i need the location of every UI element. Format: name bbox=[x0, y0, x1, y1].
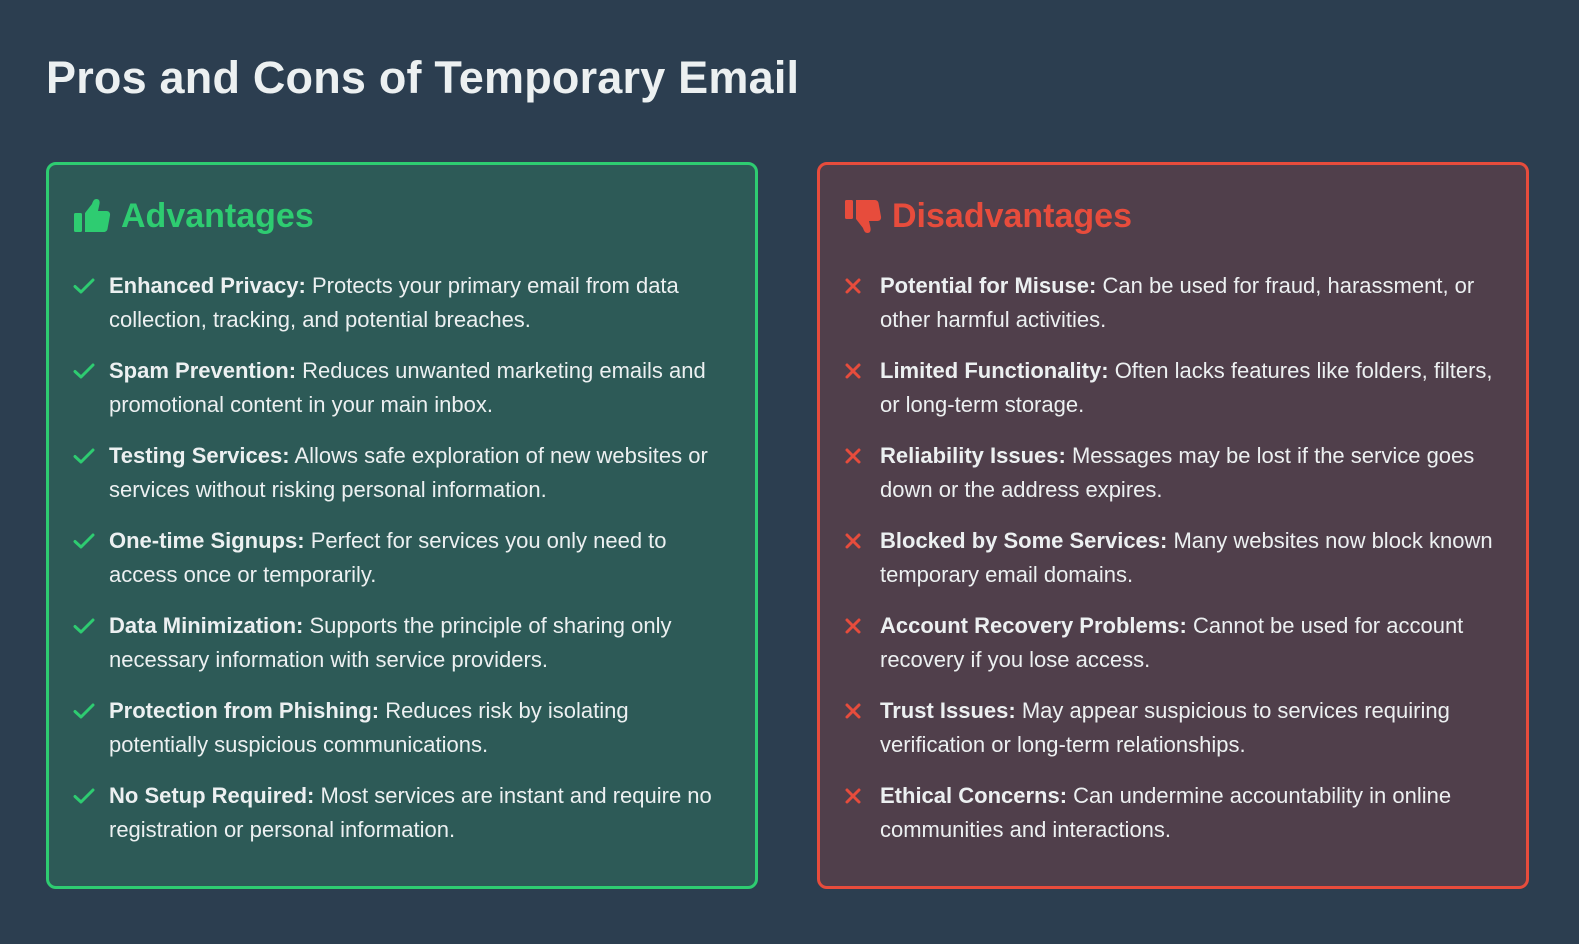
item-text bbox=[880, 439, 1500, 506]
cross-icon bbox=[844, 439, 880, 472]
item-title: Protection from Phishing: bbox=[109, 698, 380, 723]
item-text bbox=[109, 269, 729, 336]
list-item bbox=[73, 439, 729, 506]
item-description: Protects your primary email from data collection, tracking, and potential breaches. bbox=[109, 273, 679, 332]
item-text bbox=[109, 439, 729, 506]
item-description: Reduces unwanted marketing emails and promotional content in your main inbox. bbox=[109, 358, 706, 417]
list-item bbox=[73, 354, 729, 421]
item-description: Most services are instant and require no registration or personal information. bbox=[109, 783, 712, 842]
check-icon bbox=[73, 524, 109, 557]
disadvantages-card bbox=[817, 162, 1529, 889]
list-item bbox=[73, 524, 729, 591]
cross-icon bbox=[844, 269, 880, 302]
item-description: Allows safe exploration of new websites or services without risking personal information. bbox=[109, 443, 708, 502]
check-icon bbox=[73, 269, 109, 302]
list-item bbox=[844, 694, 1500, 761]
item-description: Perfect for services you only need to access once or temporarily. bbox=[109, 528, 667, 587]
item-text bbox=[880, 524, 1500, 591]
disadvantages-header bbox=[844, 195, 1500, 237]
item-text bbox=[109, 524, 729, 591]
list-item bbox=[73, 779, 729, 846]
list-item bbox=[844, 269, 1500, 336]
cross-icon bbox=[844, 524, 880, 557]
item-title: Enhanced Privacy: bbox=[109, 273, 306, 298]
item-title: Ethical Concerns: bbox=[880, 783, 1068, 808]
list-item bbox=[844, 779, 1500, 846]
check-icon bbox=[73, 609, 109, 642]
item-title: Blocked by Some Services: bbox=[880, 528, 1168, 553]
page-title: Pros and Cons of Temporary Email bbox=[46, 52, 800, 103]
list-item bbox=[844, 524, 1500, 591]
item-title: Potential for Misuse: bbox=[880, 273, 1097, 298]
item-text bbox=[109, 609, 729, 676]
item-title: Limited Functionality: bbox=[880, 358, 1109, 383]
item-title: Trust Issues: bbox=[880, 698, 1016, 723]
cross-icon bbox=[844, 354, 880, 387]
item-description: Cannot be used for account recovery if you lose access. bbox=[880, 613, 1464, 672]
item-description: Often lacks features like folders, filters, or long-term storage. bbox=[880, 358, 1493, 417]
advantages-card bbox=[46, 162, 758, 889]
thumbs-up-icon bbox=[73, 197, 111, 235]
item-title: One-time Signups: bbox=[109, 528, 305, 553]
item-title: Data Minimization: bbox=[109, 613, 304, 638]
item-text bbox=[880, 694, 1500, 761]
item-description: May appear suspicious to services requiring verification or long-term relationships. bbox=[880, 698, 1450, 757]
list-item bbox=[844, 354, 1500, 421]
check-icon bbox=[73, 439, 109, 472]
item-description: Reduces risk by isolating potentially suspicious communications. bbox=[109, 698, 629, 757]
list-item bbox=[73, 694, 729, 761]
cross-icon bbox=[844, 779, 880, 812]
item-text bbox=[880, 609, 1500, 676]
item-title: Reliability Issues: bbox=[880, 443, 1066, 468]
advantages-header bbox=[73, 195, 729, 237]
list-item bbox=[844, 609, 1500, 676]
disadvantages-heading: Disadvantages bbox=[892, 196, 1132, 235]
list-item bbox=[73, 609, 729, 676]
list-item bbox=[844, 439, 1500, 506]
thumbs-down-icon bbox=[844, 197, 882, 235]
list-item bbox=[73, 269, 729, 336]
item-description: Can be used for fraud, harassment, or other harmful activities. bbox=[880, 273, 1475, 332]
item-description: Supports the principle of sharing only necessary information with service providers. bbox=[109, 613, 672, 672]
check-icon bbox=[73, 779, 109, 812]
item-text bbox=[109, 779, 729, 846]
advantages-list bbox=[73, 269, 729, 846]
item-text bbox=[880, 269, 1500, 336]
item-title: No Setup Required: bbox=[109, 783, 315, 808]
item-text bbox=[880, 779, 1500, 846]
item-description: Many websites now block known temporary email domains. bbox=[880, 528, 1493, 587]
disadvantages-list bbox=[844, 269, 1500, 846]
item-description: Messages may be lost if the service goes down or the address expires. bbox=[880, 443, 1475, 502]
cross-icon bbox=[844, 609, 880, 642]
advantages-heading: Advantages bbox=[121, 196, 314, 235]
item-text bbox=[109, 354, 729, 421]
item-title: Account Recovery Problems: bbox=[880, 613, 1187, 638]
check-icon bbox=[73, 354, 109, 387]
cross-icon bbox=[844, 694, 880, 727]
item-text bbox=[880, 354, 1500, 421]
check-icon bbox=[73, 694, 109, 727]
item-description: Can undermine accountability in online communities and interactions. bbox=[880, 783, 1452, 842]
item-title: Spam Prevention: bbox=[109, 358, 297, 383]
item-title: Testing Services: bbox=[109, 443, 290, 468]
item-text bbox=[109, 694, 729, 761]
